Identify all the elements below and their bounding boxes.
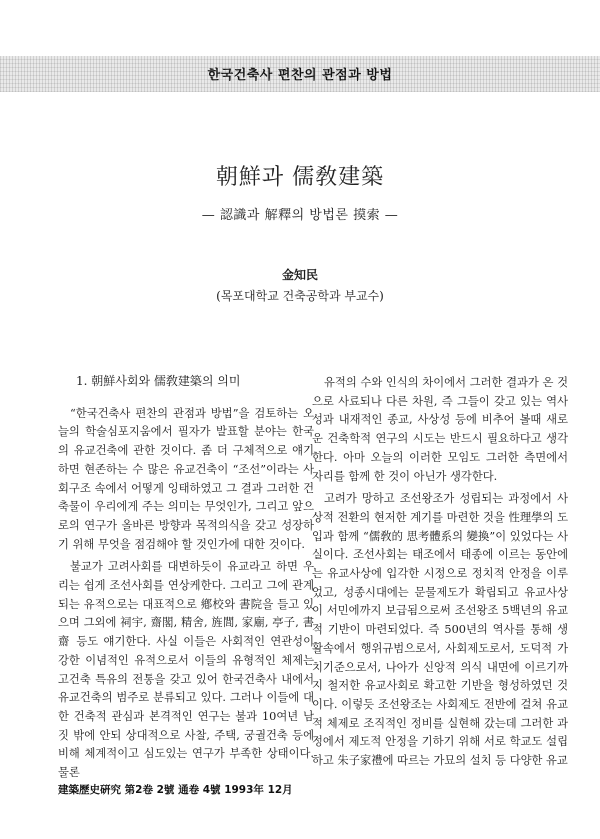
article-title: 朝鮮과 儒敎建築 (215, 165, 385, 190)
section-heading: 1. 朝鮮사회와 儒敎建築의 의미 (76, 374, 241, 388)
running-title: 한국건축사 편찬의 관점과 방법 (207, 68, 393, 83)
author-name: 金知民 (281, 268, 318, 282)
author-affiliation: (목포대학교 건축공학과 부교수) (216, 289, 384, 303)
article-subtitle: — 認識과 解釋의 방법론 摸索 — (201, 208, 399, 223)
journal-citation: 建築歷史硏究 第2卷 2號 通卷 4號 1993年 12月 (58, 784, 293, 796)
paragraph: 유적의 수와 인식의 차이에서 그러한 결과가 온 것으로 사료되나 다른 차원, 즉 그들이 갖고 있는 역사성과 내재적인 종교, 사상성 등에 비추어 볼때 새로운 건축학적 연구의 시도는 반드시 필요하다고 생각한다. 아마 오늘의 이러한 모임도 그러한 측면에서 자리를 함께 한 것이 아닌가 생각한다. (312, 376, 568, 483)
left-column (58, 372, 314, 783)
right-column (312, 374, 568, 771)
paragraph: “한국건축사 편찬의 관점과 방법”을 검토하는 오늘의 학술심포지움에서 필자가 발표할 분야는 한국의 유교건축에 관한 것이다. 좀 더 구체적으로 얘기하면 현존하는 수 많은 유교건축이 “조선”이라는 사회구조 속에서 어떻게 잉태하였고 그 결과 그러한 건축물이 우리에게 주는 의미는 무엇인가, 그리고 앞으로의 연구가 올바른 방향과 목적의식을 갖고 성장하기 위해 무엇을 점검해야 할 것인가에 대한 것이다. (58, 406, 314, 551)
paragraph: 불교가 고려사회를 대변하듯이 유교라고 하면 우리는 쉽게 조선사회를 연상케한다. 그리고 그에 관계되는 유적으로는 대표적으로 鄕校와 書院을 들고 있으며 그외에 祠宇, 齋閣, 精舍, 旌閭, 家廟, 亭子, 書齋 등도 얘기한다. 사실 이들은 사회적인 연관성이 강한 이념적인 유적으로서 이들의 유형적인 체제는 고건축 특유의 전통을 갖고 있어 한국건축사 내에서 유교건축의 범주로 분류되고 있다. 그러나 이들에 대한 건축적 관심과 본격적인 연구는 불과 10여년 남짓 밖에 안되 상대적으로 사찰, 주택, 궁궐건축 등에 비해 체계적이고 심도있는 연구가 부족한 상태이다. 물론 (58, 560, 314, 780)
paragraph: 고려가 망하고 조선왕조가 성립되는 과정에서 사상적 전환의 현저한 계기를 마련한 것을 性理學의 도입과 함께 “儒敎的 思考體系의 變換”이 있었다는 사실이다. 조선사회는 태조에서 태종에 이르는 동안에는 유교사상에 입각한 시정으로 정치적 안정을 이루었고, 성종시대에는 문물제도가 확립되고 유교사상이 서민에까지 보급됨으로써 조선왕조 5백년의 유교적 기반이 마련되었다. 즉 500년의 역사를 통해 생활속에서 행위규범으로서, 사회제도로서, 도덕적 가치기준으로서, 나아가 신앙적 의식 내면에 이르기까지 철저한 유교사회로 확고한 기반을 형성하였던 것이다. 이렇듯 조선왕조는 사회제도 전반에 걸쳐 유교적 체제로 조직적인 정비를 실현해 갔는데 그러한 과정에서 제도적 안정을 기하기 위해 서로 학교도 설립하고 朱子家禮에 따르는 가묘의 설치 등 다양한 유교 (312, 492, 568, 768)
